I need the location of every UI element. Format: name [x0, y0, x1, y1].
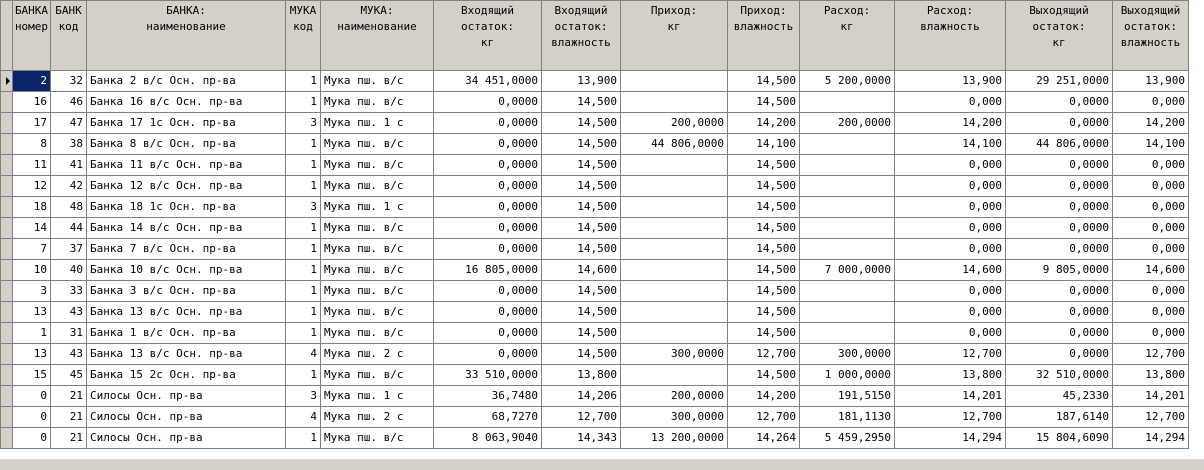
- cell-end-moist[interactable]: 0,000: [1113, 92, 1189, 113]
- cell-flour-name[interactable]: Мука пш. в/с: [321, 428, 434, 449]
- cell-out-moist[interactable]: 0,000: [895, 218, 1006, 239]
- cell-out-moist[interactable]: 12,700: [895, 344, 1006, 365]
- cell-inc-kg[interactable]: [621, 281, 728, 302]
- cell-in-moist[interactable]: 14,206: [542, 386, 621, 407]
- row-indicator[interactable]: [1, 428, 13, 449]
- cell-end-moist[interactable]: 13,800: [1113, 365, 1189, 386]
- table-row[interactable]: [1, 302, 1189, 323]
- cell-flour-code[interactable]: 1: [286, 428, 321, 449]
- cell-in-kg[interactable]: 0,0000: [434, 302, 542, 323]
- cell-in-moist[interactable]: 14,500: [542, 218, 621, 239]
- cell-out-moist[interactable]: 0,000: [895, 281, 1006, 302]
- current-row-arrow-icon: [6, 77, 10, 85]
- cell-in-moist[interactable]: 14,500: [542, 113, 621, 134]
- table-row[interactable]: [1, 176, 1189, 197]
- cell-bank-code[interactable]: 33: [51, 281, 87, 302]
- cell-end-kg[interactable]: 187,6140: [1006, 407, 1113, 428]
- cell-inc-moist[interactable]: 14,500: [728, 260, 800, 281]
- cell-bank-no[interactable]: 12: [13, 176, 51, 197]
- cell-flour-code[interactable]: 1: [286, 365, 321, 386]
- cell-out-moist[interactable]: 14,100: [895, 134, 1006, 155]
- cell-end-moist[interactable]: 13,900: [1113, 71, 1189, 92]
- cell-bank-name[interactable]: Банка 13 в/с Осн. пр-ва: [87, 302, 286, 323]
- column-header-in-moist[interactable]: Входящий остаток: влажность: [542, 1, 621, 71]
- cell-inc-kg[interactable]: [621, 155, 728, 176]
- cell-bank-name[interactable]: Банка 8 в/с Осн. пр-ва: [87, 134, 286, 155]
- cell-end-kg[interactable]: 9 805,0000: [1006, 260, 1113, 281]
- cell-inc-moist[interactable]: 14,500: [728, 365, 800, 386]
- cell-flour-code[interactable]: 4: [286, 344, 321, 365]
- cell-bank-no[interactable]: 16: [13, 92, 51, 113]
- cell-flour-code[interactable]: 1: [286, 239, 321, 260]
- cell-out-moist[interactable]: 14,200: [895, 113, 1006, 134]
- cell-end-kg[interactable]: 45,2330: [1006, 386, 1113, 407]
- table-row[interactable]: [1, 260, 1189, 281]
- table-row[interactable]: [1, 239, 1189, 260]
- cell-in-moist[interactable]: 14,500: [542, 302, 621, 323]
- cell-end-kg[interactable]: 32 510,0000: [1006, 365, 1113, 386]
- cell-end-moist[interactable]: 12,700: [1113, 344, 1189, 365]
- cell-inc-kg[interactable]: 13 200,0000: [621, 428, 728, 449]
- cell-bank-no[interactable]: 13: [13, 302, 51, 323]
- cell-in-kg[interactable]: 0,0000: [434, 239, 542, 260]
- cell-bank-name[interactable]: Силосы Осн. пр-ва: [87, 428, 286, 449]
- cell-flour-code[interactable]: 1: [286, 134, 321, 155]
- table-row[interactable]: [1, 134, 1189, 155]
- cell-bank-name[interactable]: Банка 1 в/с Осн. пр-ва: [87, 323, 286, 344]
- table-row[interactable]: [1, 386, 1189, 407]
- cell-out-kg[interactable]: 191,5150: [800, 386, 895, 407]
- cell-flour-name[interactable]: Мука пш. в/с: [321, 71, 434, 92]
- cell-in-moist[interactable]: 14,500: [542, 176, 621, 197]
- cell-in-kg[interactable]: 0,0000: [434, 176, 542, 197]
- cell-flour-name[interactable]: Мука пш. в/с: [321, 302, 434, 323]
- cell-in-moist[interactable]: 14,600: [542, 260, 621, 281]
- cell-bank-code[interactable]: 40: [51, 260, 87, 281]
- cell-in-kg[interactable]: 68,7270: [434, 407, 542, 428]
- row-indicator-header: [1, 1, 13, 71]
- table-row[interactable]: [1, 197, 1189, 218]
- cell-end-moist[interactable]: 0,000: [1113, 218, 1189, 239]
- cell-flour-name[interactable]: Мука пш. в/с: [321, 176, 434, 197]
- cell-inc-moist[interactable]: 14,500: [728, 176, 800, 197]
- cell-bank-name[interactable]: Банка 16 в/с Осн. пр-ва: [87, 92, 286, 113]
- cell-bank-no[interactable]: 17: [13, 113, 51, 134]
- cell-inc-moist[interactable]: 14,500: [728, 71, 800, 92]
- cell-out-kg[interactable]: [800, 134, 895, 155]
- cell-flour-code[interactable]: 1: [286, 176, 321, 197]
- cell-out-moist[interactable]: 13,800: [895, 365, 1006, 386]
- cell-bank-code[interactable]: 21: [51, 428, 87, 449]
- cell-end-kg[interactable]: 0,0000: [1006, 176, 1113, 197]
- cell-bank-code[interactable]: 43: [51, 344, 87, 365]
- cell-in-kg[interactable]: 8 063,9040: [434, 428, 542, 449]
- cell-bank-code[interactable]: 45: [51, 365, 87, 386]
- cell-bank-code[interactable]: 37: [51, 239, 87, 260]
- row-indicator[interactable]: [1, 155, 13, 176]
- cell-out-moist[interactable]: 0,000: [895, 155, 1006, 176]
- table-row[interactable]: [1, 428, 1189, 449]
- table-row[interactable]: [1, 155, 1189, 176]
- cell-out-moist[interactable]: 0,000: [895, 239, 1006, 260]
- cell-inc-moist[interactable]: 14,500: [728, 323, 800, 344]
- cell-end-kg[interactable]: 0,0000: [1006, 281, 1113, 302]
- cell-flour-code[interactable]: 1: [286, 260, 321, 281]
- row-indicator[interactable]: [1, 176, 13, 197]
- cell-end-moist[interactable]: 0,000: [1113, 281, 1189, 302]
- cell-end-moist[interactable]: 0,000: [1113, 176, 1189, 197]
- cell-bank-no[interactable]: 15: [13, 365, 51, 386]
- cell-bank-name[interactable]: Банка 13 в/с Осн. пр-ва: [87, 344, 286, 365]
- cell-inc-moist[interactable]: 14,500: [728, 155, 800, 176]
- cell-inc-kg[interactable]: [621, 302, 728, 323]
- cell-inc-moist[interactable]: 12,700: [728, 344, 800, 365]
- column-header-out-kg[interactable]: Расход: кг: [800, 1, 895, 71]
- cell-out-kg[interactable]: 5 459,2950: [800, 428, 895, 449]
- cell-end-moist[interactable]: 14,294: [1113, 428, 1189, 449]
- cell-in-kg[interactable]: 0,0000: [434, 113, 542, 134]
- cell-bank-code[interactable]: 43: [51, 302, 87, 323]
- column-header-bank-no[interactable]: БАНКА номер: [13, 1, 51, 71]
- cell-in-kg[interactable]: 0,0000: [434, 155, 542, 176]
- cell-end-kg[interactable]: 0,0000: [1006, 344, 1113, 365]
- cell-inc-moist[interactable]: 12,700: [728, 407, 800, 428]
- cell-bank-no[interactable]: 0: [13, 428, 51, 449]
- current-row-indicator[interactable]: [1, 71, 13, 92]
- row-indicator[interactable]: [1, 260, 13, 281]
- cell-end-kg[interactable]: 0,0000: [1006, 239, 1113, 260]
- cell-in-moist[interactable]: 13,900: [542, 71, 621, 92]
- column-header-end-kg[interactable]: Выходящий остаток: кг: [1006, 1, 1113, 71]
- cell-out-moist[interactable]: 0,000: [895, 197, 1006, 218]
- cell-inc-kg[interactable]: [621, 197, 728, 218]
- row-indicator[interactable]: [1, 218, 13, 239]
- cell-end-moist[interactable]: 14,201: [1113, 386, 1189, 407]
- cell-in-kg[interactable]: 33 510,0000: [434, 365, 542, 386]
- cell-bank-code[interactable]: 47: [51, 113, 87, 134]
- cell-end-kg[interactable]: 29 251,0000: [1006, 71, 1113, 92]
- cell-out-kg[interactable]: 200,0000: [800, 113, 895, 134]
- cell-inc-moist[interactable]: 14,100: [728, 134, 800, 155]
- cell-out-moist[interactable]: 13,900: [895, 71, 1006, 92]
- cell-bank-no[interactable]: 0: [13, 386, 51, 407]
- cell-flour-code[interactable]: 4: [286, 407, 321, 428]
- cell-inc-moist[interactable]: 14,500: [728, 239, 800, 260]
- cell-flour-name[interactable]: Мука пш. в/с: [321, 260, 434, 281]
- cell-bank-name[interactable]: Силосы Осн. пр-ва: [87, 407, 286, 428]
- cell-out-moist[interactable]: 0,000: [895, 92, 1006, 113]
- cell-in-moist[interactable]: 14,500: [542, 92, 621, 113]
- cell-flour-name[interactable]: Мука пш. 1 с: [321, 197, 434, 218]
- cell-bank-no[interactable]: 2: [13, 71, 51, 92]
- cell-out-kg[interactable]: [800, 176, 895, 197]
- cell-end-kg[interactable]: 0,0000: [1006, 197, 1113, 218]
- cell-in-kg[interactable]: 0,0000: [434, 92, 542, 113]
- table-row[interactable]: [1, 218, 1189, 239]
- cell-out-moist[interactable]: 0,000: [895, 302, 1006, 323]
- cell-flour-name[interactable]: Мука пш. 1 с: [321, 386, 434, 407]
- cell-inc-kg[interactable]: [621, 365, 728, 386]
- cell-end-moist[interactable]: 0,000: [1113, 323, 1189, 344]
- table-row[interactable]: [1, 281, 1189, 302]
- cell-out-moist[interactable]: 12,700: [895, 407, 1006, 428]
- row-indicator[interactable]: [1, 302, 13, 323]
- cell-end-kg[interactable]: 0,0000: [1006, 323, 1113, 344]
- cell-bank-name[interactable]: Банка 14 в/с Осн. пр-ва: [87, 218, 286, 239]
- cell-out-kg[interactable]: [800, 281, 895, 302]
- cell-flour-code[interactable]: 3: [286, 113, 321, 134]
- column-header-end-moist[interactable]: Выходящий остаток: влажность: [1113, 1, 1189, 71]
- cell-in-moist[interactable]: 14,500: [542, 323, 621, 344]
- cell-inc-moist[interactable]: 14,200: [728, 386, 800, 407]
- cell-end-kg[interactable]: 0,0000: [1006, 113, 1113, 134]
- cell-in-moist[interactable]: 14,500: [542, 197, 621, 218]
- cell-bank-no[interactable]: 13: [13, 344, 51, 365]
- cell-inc-moist[interactable]: 14,500: [728, 92, 800, 113]
- cell-out-kg[interactable]: [800, 92, 895, 113]
- cell-in-kg[interactable]: 34 451,0000: [434, 71, 542, 92]
- cell-inc-kg[interactable]: [621, 71, 728, 92]
- cell-inc-moist[interactable]: 14,264: [728, 428, 800, 449]
- cell-out-kg[interactable]: 7 000,0000: [800, 260, 895, 281]
- cell-bank-name[interactable]: Банка 7 в/с Осн. пр-ва: [87, 239, 286, 260]
- horizontal-scrollbar[interactable]: [0, 458, 1204, 470]
- row-indicator[interactable]: [1, 134, 13, 155]
- cell-out-moist[interactable]: 0,000: [895, 176, 1006, 197]
- table-row[interactable]: [1, 323, 1189, 344]
- cell-bank-code[interactable]: 32: [51, 71, 87, 92]
- cell-inc-moist[interactable]: 14,500: [728, 218, 800, 239]
- table-row[interactable]: [1, 92, 1189, 113]
- cell-end-kg[interactable]: 15 804,6090: [1006, 428, 1113, 449]
- cell-bank-code[interactable]: 38: [51, 134, 87, 155]
- cell-out-kg[interactable]: [800, 155, 895, 176]
- cell-out-kg[interactable]: [800, 323, 895, 344]
- table-row[interactable]: [1, 344, 1189, 365]
- cell-in-moist[interactable]: 14,500: [542, 281, 621, 302]
- cell-in-kg[interactable]: 0,0000: [434, 218, 542, 239]
- cell-bank-name[interactable]: Банка 2 в/с Осн. пр-ва: [87, 71, 286, 92]
- cell-end-kg[interactable]: 0,0000: [1006, 218, 1113, 239]
- cell-in-kg[interactable]: 16 805,0000: [434, 260, 542, 281]
- column-header-in-kg[interactable]: Входящий остаток: кг: [434, 1, 542, 71]
- cell-bank-no[interactable]: 1: [13, 323, 51, 344]
- cell-bank-name[interactable]: Банка 17 1с Осн. пр-ва: [87, 113, 286, 134]
- cell-inc-moist[interactable]: 14,500: [728, 302, 800, 323]
- header-row: [1, 1, 1189, 71]
- cell-inc-kg[interactable]: 300,0000: [621, 407, 728, 428]
- cell-bank-no[interactable]: 0: [13, 407, 51, 428]
- cell-flour-name[interactable]: Мука пш. в/с: [321, 155, 434, 176]
- cell-in-moist[interactable]: 14,500: [542, 344, 621, 365]
- cell-flour-name[interactable]: Мука пш. 1 с: [321, 113, 434, 134]
- cell-inc-kg[interactable]: [621, 260, 728, 281]
- row-indicator[interactable]: [1, 281, 13, 302]
- cell-flour-code[interactable]: 3: [286, 386, 321, 407]
- cell-in-moist[interactable]: 14,500: [542, 239, 621, 260]
- cell-flour-name[interactable]: Мука пш. в/с: [321, 218, 434, 239]
- cell-bank-name[interactable]: Банка 15 2с Осн. пр-ва: [87, 365, 286, 386]
- cell-in-moist[interactable]: 14,343: [542, 428, 621, 449]
- cell-in-kg[interactable]: 0,0000: [434, 323, 542, 344]
- cell-inc-moist[interactable]: 14,200: [728, 113, 800, 134]
- cell-flour-name[interactable]: Мука пш. в/с: [321, 281, 434, 302]
- cell-in-kg[interactable]: 36,7480: [434, 386, 542, 407]
- cell-end-moist[interactable]: 0,000: [1113, 155, 1189, 176]
- cell-bank-code[interactable]: 46: [51, 92, 87, 113]
- cell-flour-name[interactable]: Мука пш. в/с: [321, 365, 434, 386]
- table-row[interactable]: [1, 113, 1189, 134]
- cell-end-moist[interactable]: 0,000: [1113, 239, 1189, 260]
- cell-bank-code[interactable]: 21: [51, 407, 87, 428]
- cell-bank-code[interactable]: 48: [51, 197, 87, 218]
- cell-bank-no[interactable]: 7: [13, 239, 51, 260]
- cell-bank-code[interactable]: 31: [51, 323, 87, 344]
- cell-bank-no[interactable]: 8: [13, 134, 51, 155]
- cell-out-kg[interactable]: [800, 197, 895, 218]
- cell-flour-code[interactable]: 1: [286, 302, 321, 323]
- row-indicator[interactable]: [1, 323, 13, 344]
- cell-out-kg[interactable]: 300,0000: [800, 344, 895, 365]
- row-indicator[interactable]: [1, 386, 13, 407]
- cell-end-kg[interactable]: 0,0000: [1006, 302, 1113, 323]
- cell-inc-moist[interactable]: 14,500: [728, 281, 800, 302]
- cell-flour-code[interactable]: 1: [286, 71, 321, 92]
- cell-end-moist[interactable]: 12,700: [1113, 407, 1189, 428]
- column-header-bank-code[interactable]: БАНК код: [51, 1, 87, 71]
- cell-in-moist[interactable]: 14,500: [542, 155, 621, 176]
- cell-out-moist[interactable]: 14,294: [895, 428, 1006, 449]
- cell-in-moist[interactable]: 14,500: [542, 134, 621, 155]
- cell-bank-code[interactable]: 41: [51, 155, 87, 176]
- cell-bank-no[interactable]: 11: [13, 155, 51, 176]
- cell-flour-name[interactable]: Мука пш. в/с: [321, 92, 434, 113]
- cell-flour-name[interactable]: Мука пш. в/с: [321, 323, 434, 344]
- cell-flour-code[interactable]: 1: [286, 155, 321, 176]
- cell-out-kg[interactable]: [800, 218, 895, 239]
- table-row[interactable]: [1, 71, 1189, 92]
- cell-out-kg[interactable]: 1 000,0000: [800, 365, 895, 386]
- cell-bank-no[interactable]: 3: [13, 281, 51, 302]
- cell-out-moist[interactable]: 14,201: [895, 386, 1006, 407]
- cell-inc-kg[interactable]: 300,0000: [621, 344, 728, 365]
- cell-inc-kg[interactable]: [621, 323, 728, 344]
- column-header-out-moist[interactable]: Расход: влажность: [895, 1, 1006, 71]
- cell-inc-kg[interactable]: [621, 176, 728, 197]
- cell-flour-code[interactable]: 3: [286, 197, 321, 218]
- cell-in-kg[interactable]: 0,0000: [434, 281, 542, 302]
- cell-in-kg[interactable]: 0,0000: [434, 134, 542, 155]
- cell-flour-name[interactable]: Мука пш. 2 с: [321, 344, 434, 365]
- cell-flour-name[interactable]: Мука пш. в/с: [321, 239, 434, 260]
- cell-flour-code[interactable]: 1: [286, 281, 321, 302]
- cell-bank-name[interactable]: Банка 10 в/с Осн. пр-ва: [87, 260, 286, 281]
- cell-flour-name[interactable]: Мука пш. 2 с: [321, 407, 434, 428]
- cell-end-moist[interactable]: 0,000: [1113, 197, 1189, 218]
- column-header-bank-name[interactable]: БАНКА: наименование: [87, 1, 286, 71]
- cell-out-kg[interactable]: 5 200,0000: [800, 71, 895, 92]
- cell-flour-code[interactable]: 1: [286, 218, 321, 239]
- cell-inc-moist[interactable]: 14,500: [728, 197, 800, 218]
- cell-in-kg[interactable]: 0,0000: [434, 197, 542, 218]
- cell-flour-code[interactable]: 1: [286, 92, 321, 113]
- table-row[interactable]: [1, 365, 1189, 386]
- cell-end-kg[interactable]: 0,0000: [1006, 92, 1113, 113]
- column-header-flour-code[interactable]: МУКА код: [286, 1, 321, 71]
- cell-bank-no[interactable]: 10: [13, 260, 51, 281]
- column-header-inc-kg[interactable]: Приход: кг: [621, 1, 728, 71]
- cell-out-kg[interactable]: [800, 302, 895, 323]
- table-row[interactable]: [1, 407, 1189, 428]
- cell-bank-name[interactable]: Силосы Осн. пр-ва: [87, 386, 286, 407]
- cell-bank-name[interactable]: Банка 11 в/с Осн. пр-ва: [87, 155, 286, 176]
- cell-inc-kg[interactable]: [621, 218, 728, 239]
- cell-flour-name[interactable]: Мука пш. в/с: [321, 134, 434, 155]
- cell-end-moist[interactable]: 14,200: [1113, 113, 1189, 134]
- cell-out-kg[interactable]: 181,1130: [800, 407, 895, 428]
- cell-bank-code[interactable]: 21: [51, 386, 87, 407]
- cell-end-moist[interactable]: 14,600: [1113, 260, 1189, 281]
- row-indicator[interactable]: [1, 344, 13, 365]
- cell-bank-no[interactable]: 14: [13, 218, 51, 239]
- row-indicator[interactable]: [1, 92, 13, 113]
- cell-in-moist[interactable]: 13,800: [542, 365, 621, 386]
- cell-in-kg[interactable]: 0,0000: [434, 344, 542, 365]
- cell-bank-no[interactable]: 18: [13, 197, 51, 218]
- cell-bank-code[interactable]: 42: [51, 176, 87, 197]
- cell-end-kg[interactable]: 44 806,0000: [1006, 134, 1113, 155]
- cell-bank-name[interactable]: Банка 12 в/с Осн. пр-ва: [87, 176, 286, 197]
- cell-inc-kg[interactable]: 44 806,0000: [621, 134, 728, 155]
- cell-inc-kg[interactable]: 200,0000: [621, 113, 728, 134]
- row-indicator[interactable]: [1, 113, 13, 134]
- column-header-inc-moist[interactable]: Приход: влажность: [728, 1, 800, 71]
- cell-bank-name[interactable]: Банка 18 1с Осн. пр-ва: [87, 197, 286, 218]
- cell-end-moist[interactable]: 0,000: [1113, 302, 1189, 323]
- cell-end-moist[interactable]: 14,100: [1113, 134, 1189, 155]
- cell-flour-code[interactable]: 1: [286, 323, 321, 344]
- cell-inc-kg[interactable]: [621, 239, 728, 260]
- cell-bank-code[interactable]: 44: [51, 218, 87, 239]
- row-indicator[interactable]: [1, 407, 13, 428]
- cell-bank-name[interactable]: Банка 3 в/с Осн. пр-ва: [87, 281, 286, 302]
- cell-in-moist[interactable]: 12,700: [542, 407, 621, 428]
- cell-inc-kg[interactable]: [621, 92, 728, 113]
- row-indicator[interactable]: [1, 365, 13, 386]
- cell-end-kg[interactable]: 0,0000: [1006, 155, 1113, 176]
- column-header-flour-name[interactable]: МУКА: наименование: [321, 1, 434, 71]
- row-indicator[interactable]: [1, 197, 13, 218]
- cell-out-moist[interactable]: 0,000: [895, 323, 1006, 344]
- cell-out-moist[interactable]: 14,600: [895, 260, 1006, 281]
- row-indicator[interactable]: [1, 239, 13, 260]
- cell-inc-kg[interactable]: 200,0000: [621, 386, 728, 407]
- cell-out-kg[interactable]: [800, 239, 895, 260]
